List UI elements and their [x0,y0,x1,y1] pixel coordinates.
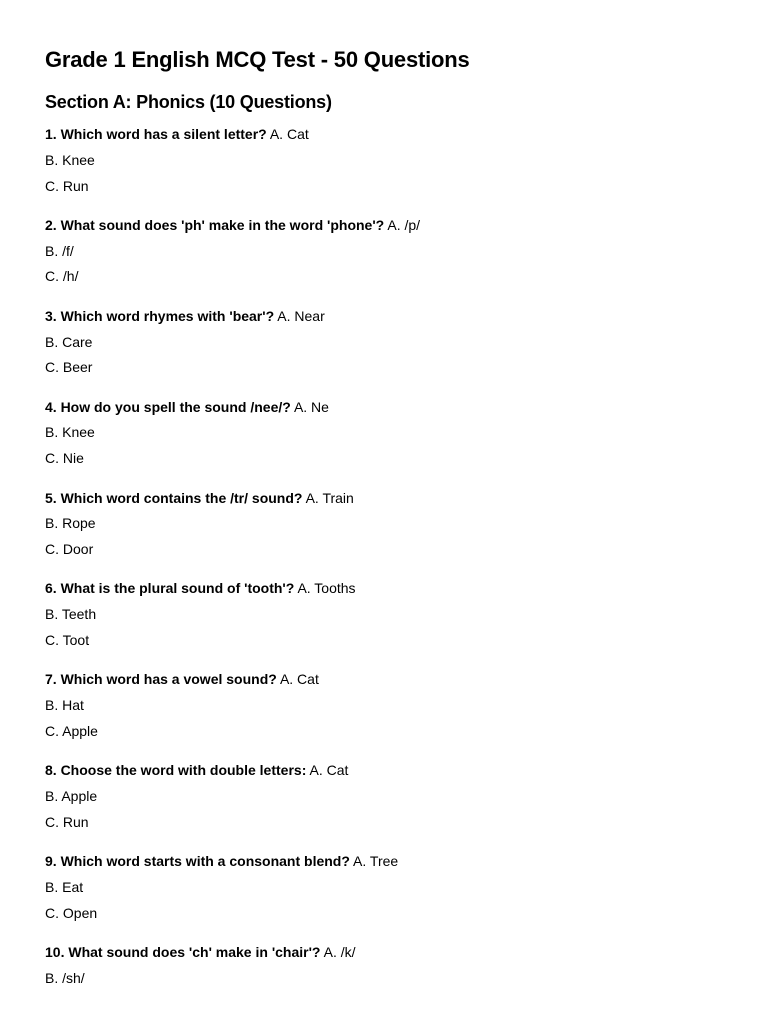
option-b: B. /f/ [45,242,74,259]
question-prompt: 9. Which word starts with a consonant blend? [45,853,350,870]
question-prompt: 7. Which word has a vowel sound? [45,671,277,688]
option-c: C. Nie [45,450,84,467]
question-item [45,304,723,381]
question-item [45,486,723,563]
option-a: A. /k/ [323,944,356,961]
option-c: C. Apple [45,722,98,739]
option-b: B. Teeth [45,606,97,623]
option-c: C. Run [45,177,89,194]
question-prompt: 5. Which word contains the /tr/ sound? [45,489,303,506]
question-line [45,940,723,966]
question-item [45,576,723,653]
question-line [45,395,723,421]
option-b: B. Rope [45,515,96,532]
question-line [45,576,723,602]
question-prompt: 3. Which word rhymes with 'bear'? [45,307,275,324]
question-line [45,486,723,512]
question-item [45,758,723,835]
question-line [45,758,723,784]
question-line [45,122,723,148]
document-title: Grade 1 English MCQ Test - 50 Questions [45,47,470,72]
question-item [45,122,723,199]
option-a: A. Cat [269,126,309,142]
option-a: A. Near [277,307,325,324]
option-c: C. /h/ [45,268,79,285]
question-prompt: 4. How do you spell the sound /nee/? [45,398,291,415]
question-list [45,122,723,992]
question-prompt: 2. What sound does 'ph' make in the word 'phone'? [45,216,385,233]
option-a: A. Cat [279,671,319,688]
option-b: B. Eat [45,878,84,895]
question-prompt: 6. What is the plural sound of 'tooth'? [45,580,295,597]
option-a: A. Ne [293,398,329,415]
option-c: C. Open [45,904,98,921]
question-prompt: 10. What sound does 'ch' make in 'chair'? [45,944,321,961]
option-a: A. Tooths [297,580,356,597]
option-a: A. /p/ [387,216,421,233]
question-prompt: 8. Choose the word with double letters: [45,762,307,779]
option-b: B. Apple [45,788,98,805]
option-c: C. Beer [45,359,93,376]
option-b: B. /sh/ [45,969,85,986]
question-item [45,940,723,992]
question-item [45,849,723,926]
question-line [45,213,723,239]
option-c: C. Door [45,541,94,558]
option-a: A. Tree [353,853,399,870]
option-b: B. Care [45,333,93,350]
question-line [45,304,723,330]
question-prompt: 1. Which word has a silent letter? [45,126,267,142]
option-c: C. Run [45,813,89,830]
question-line [45,849,723,875]
section-title: Section A: Phonics (10 Questions) [45,92,332,112]
question-item [45,213,723,290]
option-c: C. Toot [45,632,90,649]
option-b: B. Hat [45,697,84,714]
question-item [45,667,723,744]
option-a: A. Train [305,489,354,506]
option-b: B. Knee [45,424,95,441]
question-item [45,395,723,472]
option-a: A. Cat [309,762,349,779]
option-b: B. Knee [45,151,95,168]
question-line [45,667,723,693]
